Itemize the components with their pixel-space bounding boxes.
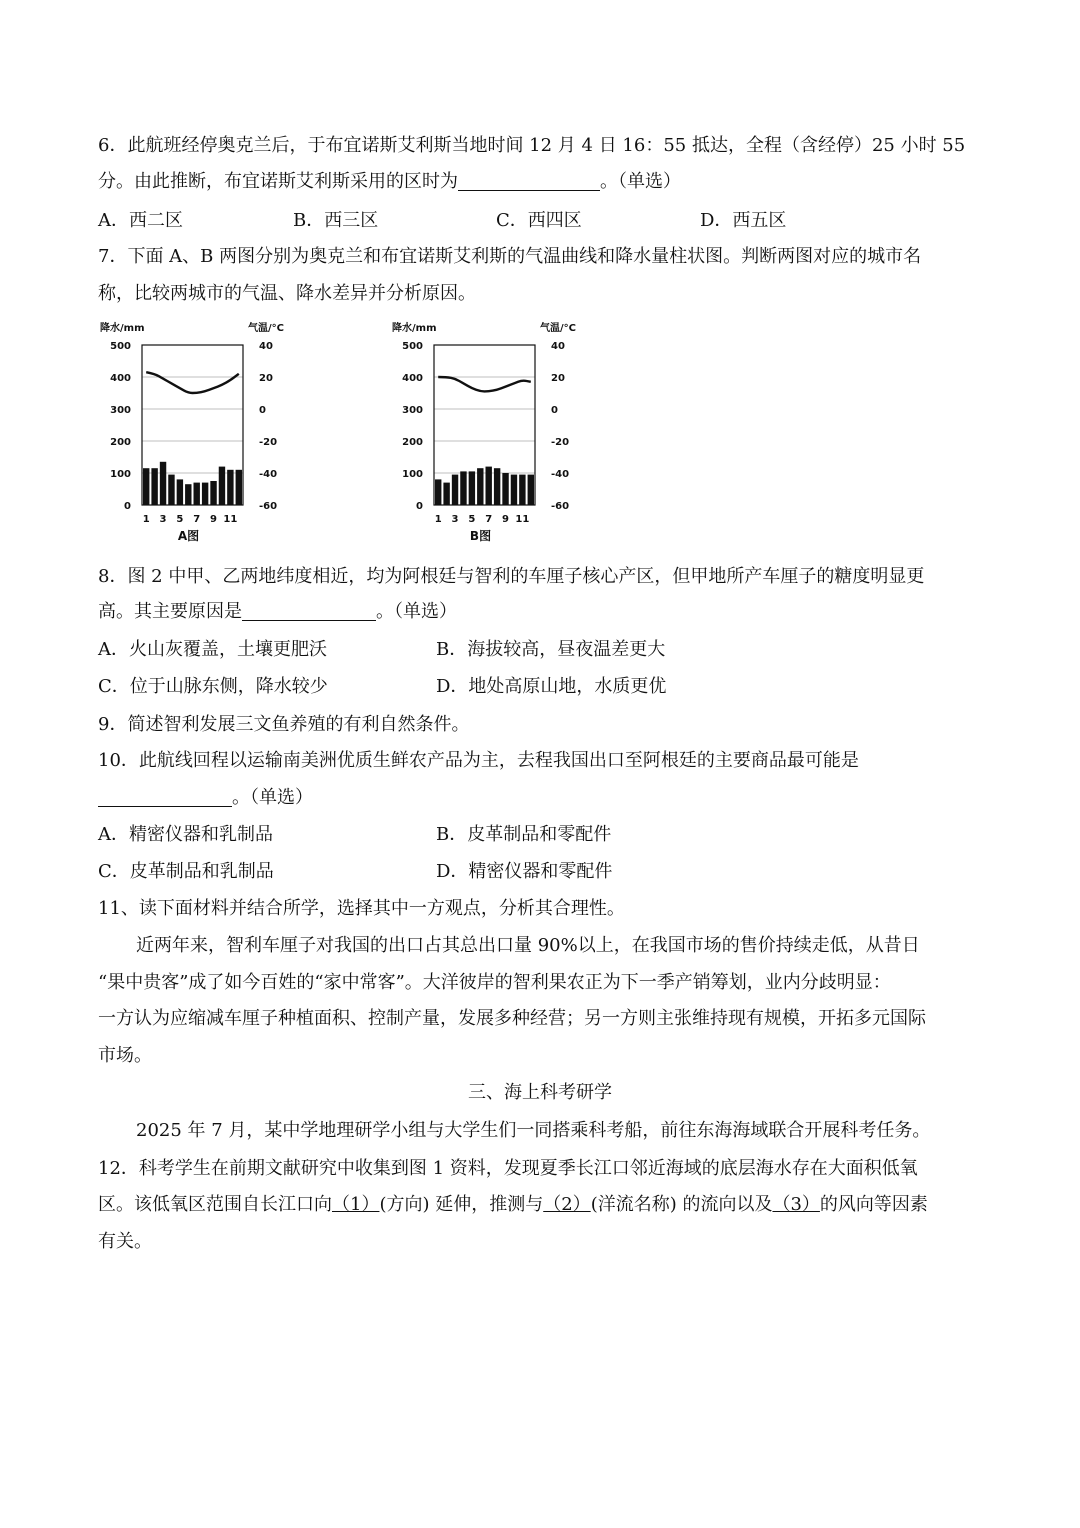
chart-a-precip-bar bbox=[202, 483, 208, 505]
q10-option-a[interactable]: A．精密仪器和乳制品 bbox=[98, 824, 273, 845]
chart-b-temp-tick: 0 bbox=[551, 405, 558, 416]
chart-a-title: A图 bbox=[177, 529, 200, 543]
q12-line2-text-c: (洋流名称) 的流向以及 bbox=[590, 1194, 773, 1215]
chart-b-temp-tick: -20 bbox=[551, 437, 570, 448]
climate-chart-b bbox=[390, 318, 580, 548]
chart-b-precip-bar bbox=[502, 473, 508, 505]
chart-b-precip-bar bbox=[435, 479, 441, 505]
q12-line2-text-b: (方向) 延伸，推测与 bbox=[379, 1194, 544, 1215]
chart-b-temp-curve bbox=[438, 377, 531, 391]
chart-b-month-label: 11 bbox=[515, 514, 530, 525]
q6-line2-suffix: 。（单选） bbox=[600, 171, 681, 192]
chart-a-precip-bar bbox=[219, 467, 225, 505]
chart-b-month-label: 9 bbox=[502, 514, 510, 525]
q7-line2: 称，比较两城市的气温、降水差异并分析原因。 bbox=[98, 283, 476, 304]
chart-b-precip-axis-label: 降水/mm bbox=[392, 323, 437, 334]
chart-a-precip-bar bbox=[160, 462, 166, 505]
q6-answer-blank[interactable] bbox=[458, 172, 600, 191]
q10-answer-blank[interactable] bbox=[98, 788, 232, 807]
chart-a-precip-bar bbox=[236, 470, 242, 505]
chart-b-precip-tick: 0 bbox=[416, 501, 423, 512]
chart-b-temp-tick: 40 bbox=[551, 341, 565, 352]
q10-option-c[interactable]: C．皮革制品和乳制品 bbox=[98, 861, 274, 882]
chart-b-month-label: 7 bbox=[485, 514, 493, 525]
chart-a-month-label: 11 bbox=[223, 514, 238, 525]
chart-a-precip-bar bbox=[194, 483, 200, 505]
q6-line2 bbox=[98, 172, 681, 191]
q11-material-line3: 一方认为应缩减车厘子种植面积、控制产量，发展多种经营；另一方则主张维持现有规模，开拓多元国际 bbox=[98, 1008, 926, 1029]
chart-b-precip-bar bbox=[511, 475, 517, 505]
q12-blank-1[interactable]: （1） bbox=[332, 1194, 380, 1215]
chart-b-title: B图 bbox=[469, 529, 492, 543]
chart-b-precip-bar bbox=[443, 483, 449, 505]
chart-b-precip-tick: 100 bbox=[402, 469, 423, 480]
q12-blank-3[interactable]: （3） bbox=[772, 1194, 820, 1215]
q12-line2-text-a: 区。该低氧区范围自长江口向 bbox=[98, 1194, 332, 1215]
chart-a-month-label: 5 bbox=[176, 514, 184, 525]
q12-line3: 有关。 bbox=[98, 1231, 152, 1252]
q6-option-d[interactable]: D．西五区 bbox=[700, 210, 787, 231]
chart-b-temp-axis-label: 气温/°C bbox=[540, 323, 576, 334]
q8-line2-text: 高。其主要原因是 bbox=[98, 601, 242, 622]
chart-a-month-label: 7 bbox=[193, 514, 201, 525]
chart-a-month-label: 3 bbox=[159, 514, 167, 525]
chart-b-precip-tick: 400 bbox=[402, 373, 423, 384]
chart-a-temp-curve bbox=[146, 372, 239, 393]
chart-a-temp-axis-label: 气温/°C bbox=[248, 323, 284, 334]
chart-a-precip-bar bbox=[168, 475, 174, 505]
chart-a-temp-tick: -40 bbox=[259, 469, 278, 480]
chart-b-temp-tick: 20 bbox=[551, 373, 565, 384]
chart-a-precip-bar bbox=[185, 484, 191, 505]
chart-a-precip-axis-label: 降水/mm bbox=[100, 323, 145, 334]
chart-b-precip-bar bbox=[452, 475, 458, 505]
q8-answer-blank[interactable] bbox=[242, 602, 376, 621]
chart-b-precip-bar bbox=[469, 471, 475, 505]
chart-a-temp-tick: -60 bbox=[259, 501, 278, 512]
chart-b-temp-tick: -40 bbox=[551, 469, 570, 480]
q8-option-d[interactable]: D．地处高原山地，水质更优 bbox=[436, 676, 667, 697]
chart-a-precip-tick: 0 bbox=[124, 501, 131, 512]
q10-line1: 10．此航线回程以运输南美洲优质生鲜农产品为主，去程我国出口至阿根廷的主要商品最可能是 bbox=[98, 750, 859, 771]
q6-line1: 6．此航班经停奥克兰后，于布宜诺斯艾利斯当地时间 12 月 4 日 16：55 抵达，全程（含经停）25 小时 55 bbox=[98, 135, 966, 156]
q10-line2 bbox=[98, 788, 313, 807]
q11-material-line4: 市场。 bbox=[98, 1045, 152, 1066]
chart-a-precip-bar bbox=[143, 468, 149, 505]
q10-option-b[interactable]: B．皮革制品和零配件 bbox=[436, 824, 612, 845]
chart-b-precip-bar bbox=[519, 475, 525, 505]
chart-b-precip-bar bbox=[486, 467, 492, 505]
chart-b-precip-bar bbox=[460, 471, 466, 505]
q11-material-line1: 近两年来，智利车厘子对我国的出口占其总出口量 90%以上，在我国市场的售价持续走低，从昔日 bbox=[136, 935, 920, 956]
chart-a-precip-tick: 500 bbox=[110, 341, 131, 352]
q8-line1: 8．图 2 中甲、乙两地纬度相近，均为阿根廷与智利的车厘子核心产区，但甲地所产车厘子的糖度明显更 bbox=[98, 566, 925, 587]
section3-title: 三、海上科考研学 bbox=[468, 1082, 612, 1103]
chart-b-month-label: 5 bbox=[468, 514, 476, 525]
q12-blank-2[interactable]: （2） bbox=[543, 1194, 591, 1215]
chart-a-precip-bar bbox=[151, 468, 157, 505]
q11-material-line2: “果中贵客”成了如今百姓的“家中常客”。大洋彼岸的智利果农正为下一季产销筹划，业内分歧明显： bbox=[98, 972, 891, 993]
chart-a-precip-tick: 200 bbox=[110, 437, 131, 448]
q7-line1: 7．下面 A、B 两图分别为奥克兰和布宜诺斯艾利斯的气温曲线和降水量柱状图。判断两图对应的城市名 bbox=[98, 246, 922, 267]
chart-a-month-label: 1 bbox=[142, 514, 150, 525]
chart-b-month-label: 1 bbox=[434, 514, 442, 525]
chart-a-precip-tick: 300 bbox=[110, 405, 131, 416]
chart-a-temp-tick: 0 bbox=[259, 405, 266, 416]
q6-line2-text: 分。由此推断，布宜诺斯艾利斯采用的区时为 bbox=[98, 171, 458, 192]
chart-b-temp-tick: -60 bbox=[551, 501, 570, 512]
chart-b-precip-bar bbox=[477, 468, 483, 505]
q8-line2 bbox=[98, 602, 457, 621]
q8-option-b[interactable]: B．海拔较高，昼夜温差更大 bbox=[436, 639, 666, 660]
chart-a-precip-bar bbox=[177, 479, 183, 505]
q8-option-a[interactable]: A．火山灰覆盖，土壤更肥沃 bbox=[98, 639, 327, 660]
q12-line2-text-d: 的风向等因素 bbox=[819, 1194, 928, 1215]
chart-a-precip-bar bbox=[227, 470, 233, 505]
q10-option-d[interactable]: D．精密仪器和零配件 bbox=[436, 861, 613, 882]
q8-option-c[interactable]: C．位于山脉东侧，降水较少 bbox=[98, 676, 328, 697]
chart-a-temp-tick: 40 bbox=[259, 341, 273, 352]
chart-a-temp-tick: 20 bbox=[259, 373, 273, 384]
chart-b-precip-tick: 200 bbox=[402, 437, 423, 448]
chart-b-precip-bar bbox=[494, 468, 500, 505]
chart-b-month-label: 3 bbox=[451, 514, 459, 525]
q6-option-a[interactable]: A．西二区 bbox=[98, 210, 183, 231]
section3-intro: 2025 年 7 月，某中学地理研学小组与大学生们一同搭乘科考船，前往东海海域联合开展科考任务。 bbox=[136, 1120, 931, 1141]
chart-b-precip-tick: 500 bbox=[402, 341, 423, 352]
chart-b-precip-bar bbox=[528, 475, 534, 505]
chart-a-precip-bar bbox=[210, 481, 216, 505]
q12-line2 bbox=[98, 1196, 928, 1214]
chart-a-precip-tick: 400 bbox=[110, 373, 131, 384]
q6-option-b[interactable]: B．西三区 bbox=[293, 210, 379, 231]
chart-a-precip-tick: 100 bbox=[110, 469, 131, 480]
q11-line1: 11、读下面材料并结合所学，选择其中一方观点，分析其合理性。 bbox=[98, 898, 625, 919]
q6-option-c[interactable]: C．西四区 bbox=[496, 210, 582, 231]
climate-chart-a bbox=[98, 318, 288, 548]
chart-b-precip-tick: 300 bbox=[402, 405, 423, 416]
q9-line1: 9．简述智利发展三文鱼养殖的有利自然条件。 bbox=[98, 714, 470, 735]
chart-a-temp-tick: -20 bbox=[259, 437, 278, 448]
q10-line2-suffix: 。（单选） bbox=[232, 787, 313, 808]
q8-line2-suffix: 。（单选） bbox=[376, 601, 457, 622]
q12-line1: 12．科考学生在前期文献研究中收集到图 1 资料，发现夏季长江口邻近海域的底层海水存在大面积低氧 bbox=[98, 1158, 918, 1179]
chart-a-month-label: 9 bbox=[210, 514, 218, 525]
